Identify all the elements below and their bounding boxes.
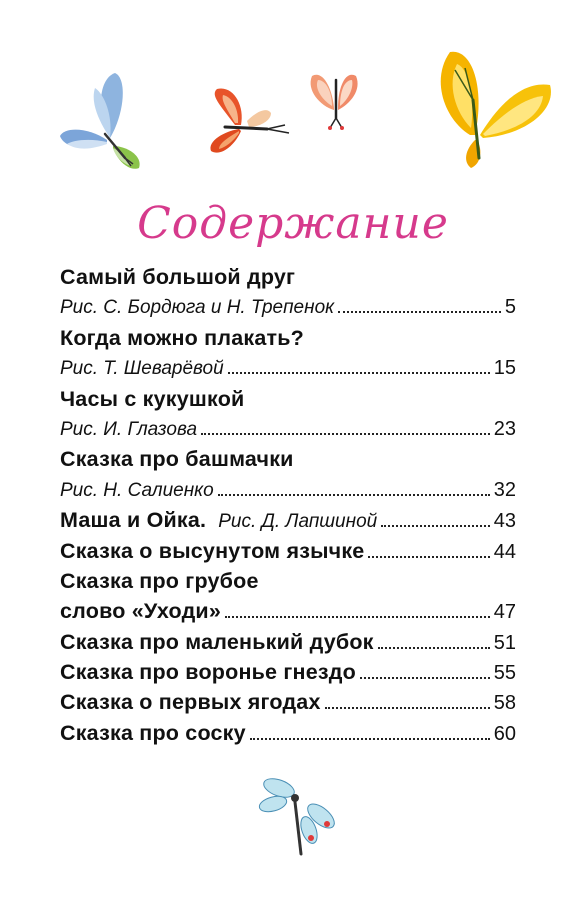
toc-entry[interactable] bbox=[60, 627, 516, 657]
toc-entry-title: Сказка про маленький дубок bbox=[60, 629, 374, 654]
toc-entry-title: Сказка о первых ягодах bbox=[60, 690, 321, 715]
toc-entry-title: слово «Уходи» bbox=[60, 599, 221, 624]
toc-entry[interactable] bbox=[60, 505, 516, 535]
table-of-contents bbox=[60, 262, 516, 748]
toc-page-number: 5 bbox=[504, 296, 516, 319]
butterfly-orange-illustration bbox=[205, 85, 300, 165]
butterfly-blue-illustration bbox=[55, 68, 155, 173]
toc-dot-leader bbox=[218, 494, 490, 496]
toc-page-number: 55 bbox=[493, 662, 516, 685]
toc-dot-leader bbox=[368, 556, 489, 558]
toc-entry[interactable] bbox=[60, 718, 516, 748]
toc-entry[interactable] bbox=[60, 657, 516, 687]
toc-entry-illustrator: Рис. С. Бордюга и Н. Трепенок bbox=[60, 297, 335, 319]
toc-dot-leader bbox=[360, 677, 490, 679]
toc-entry[interactable] bbox=[60, 384, 516, 414]
toc-entry-title: Когда можно плакать? bbox=[60, 325, 304, 350]
toc-page-number: 60 bbox=[493, 722, 516, 745]
toc-dot-leader bbox=[228, 372, 490, 374]
toc-dot-leader bbox=[381, 525, 490, 527]
toc-entry[interactable] bbox=[60, 566, 516, 596]
toc-entry-title: Сказка про башмачки bbox=[60, 447, 294, 472]
toc-dot-leader bbox=[225, 616, 490, 618]
toc-entry-illustrator: Рис. И. Глазова bbox=[60, 418, 198, 440]
toc-page-number: 47 bbox=[493, 601, 516, 624]
toc-page-number: 51 bbox=[493, 631, 516, 654]
toc-entry[interactable] bbox=[60, 444, 516, 474]
toc-entry-title: Сказка о высунутом язычке bbox=[60, 538, 365, 563]
dragonfly-illustration bbox=[255, 772, 345, 862]
toc-page-number: 23 bbox=[493, 417, 516, 440]
toc-entry-illustrator: Рис. Д. Лапшиной bbox=[218, 511, 378, 533]
toc-page-number: 32 bbox=[493, 478, 516, 501]
butterfly-yellow-illustration bbox=[425, 40, 560, 175]
toc-entry[interactable] bbox=[60, 536, 516, 566]
toc-dot-leader bbox=[338, 311, 501, 313]
toc-dot-leader bbox=[378, 647, 490, 649]
toc-entry-title: Сказка про воронье гнездо bbox=[60, 660, 356, 685]
toc-page-number: 44 bbox=[493, 540, 516, 563]
toc-entry-illustrator: Рис. Т. Шеварёвой bbox=[60, 358, 224, 380]
toc-dot-leader bbox=[250, 738, 490, 740]
toc-page-number: 15 bbox=[493, 357, 516, 380]
toc-entry[interactable] bbox=[60, 292, 516, 322]
toc-dot-leader bbox=[325, 707, 490, 709]
toc-entry-title: Сказка про соску bbox=[60, 720, 246, 745]
toc-entry[interactable] bbox=[60, 353, 516, 383]
toc-dot-leader bbox=[201, 433, 490, 435]
toc-page-number: 43 bbox=[493, 510, 516, 533]
toc-page-number: 58 bbox=[493, 692, 516, 715]
page-title: Содержание bbox=[137, 198, 449, 249]
toc-entry[interactable] bbox=[60, 414, 516, 444]
toc-entry[interactable] bbox=[60, 262, 516, 292]
toc-entry[interactable] bbox=[60, 475, 516, 505]
toc-entry-title: Часы с кукушкой bbox=[60, 386, 245, 411]
toc-entry[interactable] bbox=[60, 687, 516, 717]
toc-entry[interactable] bbox=[60, 596, 516, 626]
toc-entry[interactable] bbox=[60, 323, 516, 353]
toc-entry-title: Маша и Ойка. bbox=[60, 508, 207, 533]
toc-entry-illustrator: Рис. Н. Салиенко bbox=[60, 479, 214, 501]
toc-entry-title: Самый большой друг bbox=[60, 265, 296, 289]
toc-entry-title: Сказка про грубое bbox=[60, 568, 259, 593]
butterfly-pink-illustration bbox=[300, 60, 372, 140]
